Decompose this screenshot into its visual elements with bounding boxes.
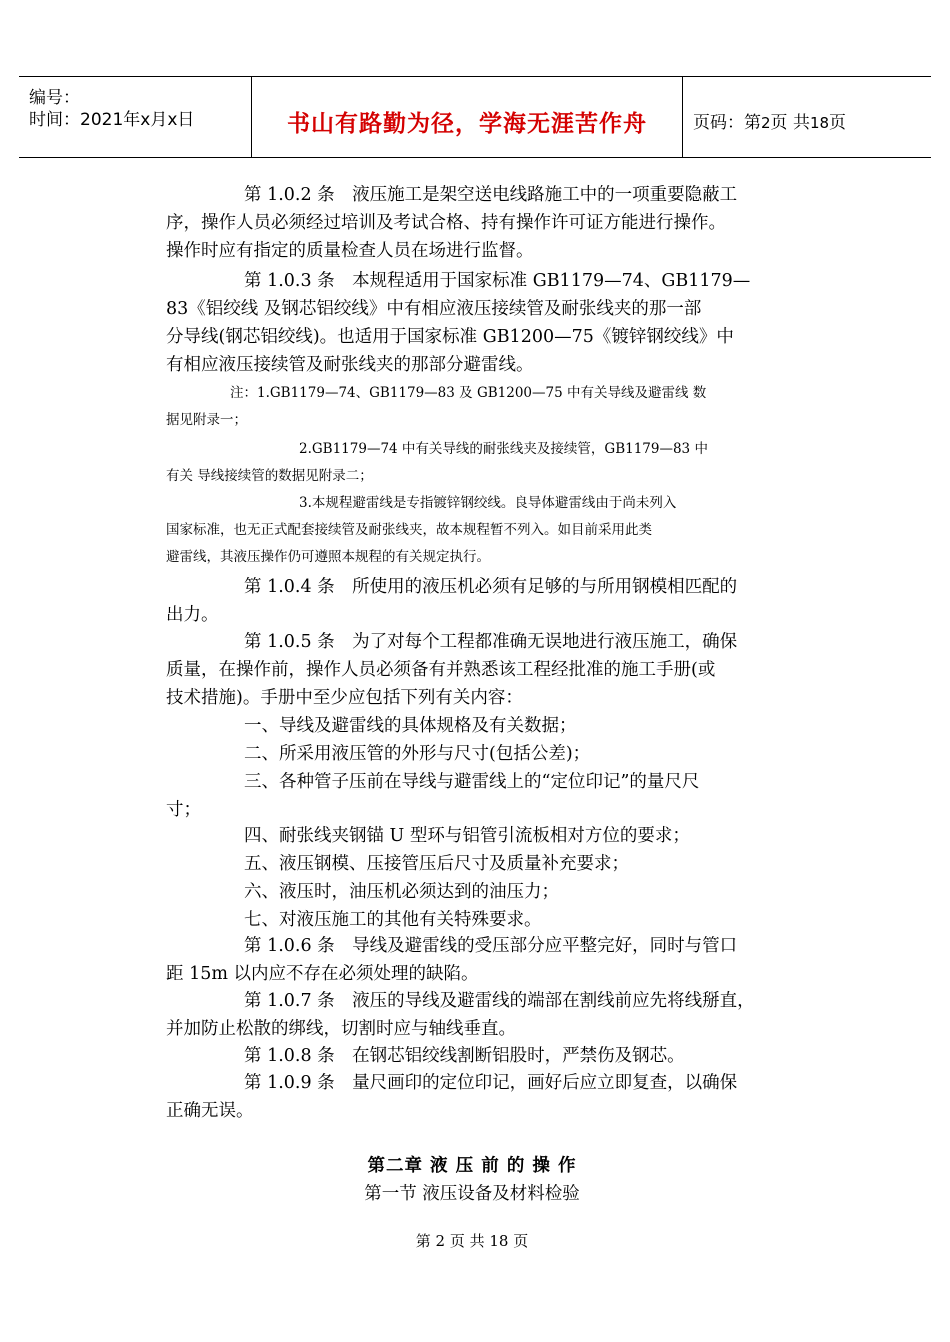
- text-line: 四、耐张线夹钢锚 U 型环与铝管引流板相对方位的要求；: [244, 826, 690, 846]
- header-page-cell: [683, 77, 931, 157]
- text-line: 技术措施)。手册中至少应包括下列有关内容：: [166, 688, 523, 708]
- text-line: 五、液压钢模、压接管压后尺寸及质量补充要求；: [244, 854, 629, 874]
- section-title: 第一节 液压设备及材料检验: [364, 1184, 580, 1204]
- text-line: 操作时应有指定的质量检查人员在场进行监督。: [166, 241, 534, 261]
- text-line: 据见附录一；: [166, 412, 247, 428]
- note-2: [166, 436, 778, 490]
- list-item-6: [166, 878, 778, 906]
- text-line: 序，操作人员必须经过培训及考试合格、持有操作许可证方能进行操作。: [166, 213, 726, 233]
- header-info-cell: [19, 77, 252, 157]
- page-current: 2: [761, 114, 771, 132]
- note-1: [166, 380, 778, 434]
- text-line: 第 1.0.5 条 为了对每个工程都准确无误地进行液压施工，确保: [244, 632, 738, 652]
- text-line: 质量，在操作前，操作人员必须备有并熟悉该工程经批准的施工手册(或: [166, 660, 716, 680]
- header-motto: 书山有路勤为径，学海无涯苦作舟: [287, 111, 647, 137]
- document-number-label: 编号：: [29, 88, 80, 108]
- page-suffix: 页: [829, 113, 847, 133]
- article-1-0-7: [166, 987, 778, 1043]
- text-line: 第 1.0.4 条 所使用的液压机必须有足够的与所用钢模相匹配的: [244, 577, 738, 597]
- text-line: 避雷线，其液压操作仍可遵照本规程的有关规定执行。: [166, 549, 490, 565]
- article-1-0-8: [166, 1042, 778, 1070]
- header-motto-cell: [252, 77, 683, 157]
- text-line: 有相应液压接续管及耐张线夹的那部分避雷线。: [166, 355, 534, 375]
- text-line: 并加防止松散的绑线，切割时应与轴线垂直。: [166, 1019, 516, 1039]
- list-item-4: [166, 822, 778, 850]
- text-line: 第 1.0.7 条 液压的导线及避雷线的端部在割线前应先将线掰直，: [244, 991, 755, 1011]
- text-line: 国家标准，也无正式配套接续管及耐张线夹，故本规程暂不列入。如目前采用此类: [166, 522, 652, 538]
- text-line: 正确无误。: [166, 1101, 254, 1121]
- list-item-3: [166, 768, 778, 824]
- text-line: 第 1.0.2 条 液压施工是架空送电线路施工中的一项重要隐蔽工: [244, 185, 738, 205]
- text-line: 六、液压时，油压机必须达到的油压力；: [244, 882, 559, 902]
- document-time-label: 时间：2021年x月x日: [29, 110, 195, 130]
- article-1-0-5: [166, 628, 778, 712]
- page-prefix: 页码：第: [693, 113, 761, 133]
- page-mid: 页 共: [770, 113, 810, 133]
- page-header: [19, 76, 931, 158]
- text-line: 七、对液压施工的其他有关特殊要求。: [244, 910, 542, 930]
- text-line: 第 1.0.3 条 本规程适用于国家标准 GB1179—74、GB1179—: [244, 271, 751, 291]
- list-item-1: [166, 712, 778, 740]
- text-line: 距 15m 以内应不存在必须处理的缺陷。: [166, 964, 479, 984]
- article-1-0-6: [166, 932, 778, 988]
- text-line: 第 1.0.8 条 在钢芯铝绞线割断铝股时，严禁伤及钢芯。: [244, 1046, 685, 1066]
- article-1-0-4: [166, 573, 778, 629]
- article-1-0-2: [166, 181, 778, 265]
- text-line: 第 1.0.9 条 量尺画印的定位印记，画好后应立即复查，以确保: [244, 1073, 738, 1093]
- article-1-0-3: [166, 267, 778, 379]
- article-1-0-9: [166, 1069, 778, 1125]
- note-3: [166, 490, 778, 571]
- text-line: 出力。: [166, 605, 219, 625]
- text-line: 注：1.GB1179—74、GB1179—83 及 GB1200—75 中有关导线及避雷线 数: [230, 385, 707, 401]
- text-line: 寸；: [166, 800, 201, 820]
- text-line: 3.本规程避雷线是专指镀锌钢绞线。良导体避雷线由于尚未列入: [299, 495, 677, 511]
- text-line: 83《铝绞线 及钢芯铝绞线》中有相应液压接续管及耐张线夹的那一部: [166, 299, 702, 319]
- page-total: 18: [809, 114, 830, 132]
- list-item-2: [166, 740, 778, 768]
- text-line: 分导线(钢芯铝绞线)。也适用于国家标准 GB1200—75《镀锌钢绞线》中: [166, 327, 734, 347]
- text-line: 一、导线及避雷线的具体规格及有关数据；: [244, 716, 577, 736]
- chapter-title: 第二章 液 压 前 的 操 作: [367, 1156, 577, 1176]
- text-line: 2.GB1179—74 中有关导线的耐张线夹及接续管，GB1179—83 中: [299, 441, 708, 457]
- text-line: 第 1.0.6 条 导线及避雷线的受压部分应平整完好，同时与管口: [244, 936, 738, 956]
- page-footer: 第 2 页 共 18 页: [415, 1232, 529, 1250]
- list-item-5: [166, 850, 778, 878]
- list-item-7: [166, 906, 778, 934]
- header-page-number: [693, 108, 846, 133]
- text-line: 有关 导线接续管的数据见附录二；: [166, 468, 373, 484]
- text-line: 二、所采用液压管的外形与尺寸(包括公差)；: [244, 744, 591, 764]
- text-line: 三、各种管子压前在导线与避雷线上的“定位印记”的量尺尺: [244, 772, 700, 792]
